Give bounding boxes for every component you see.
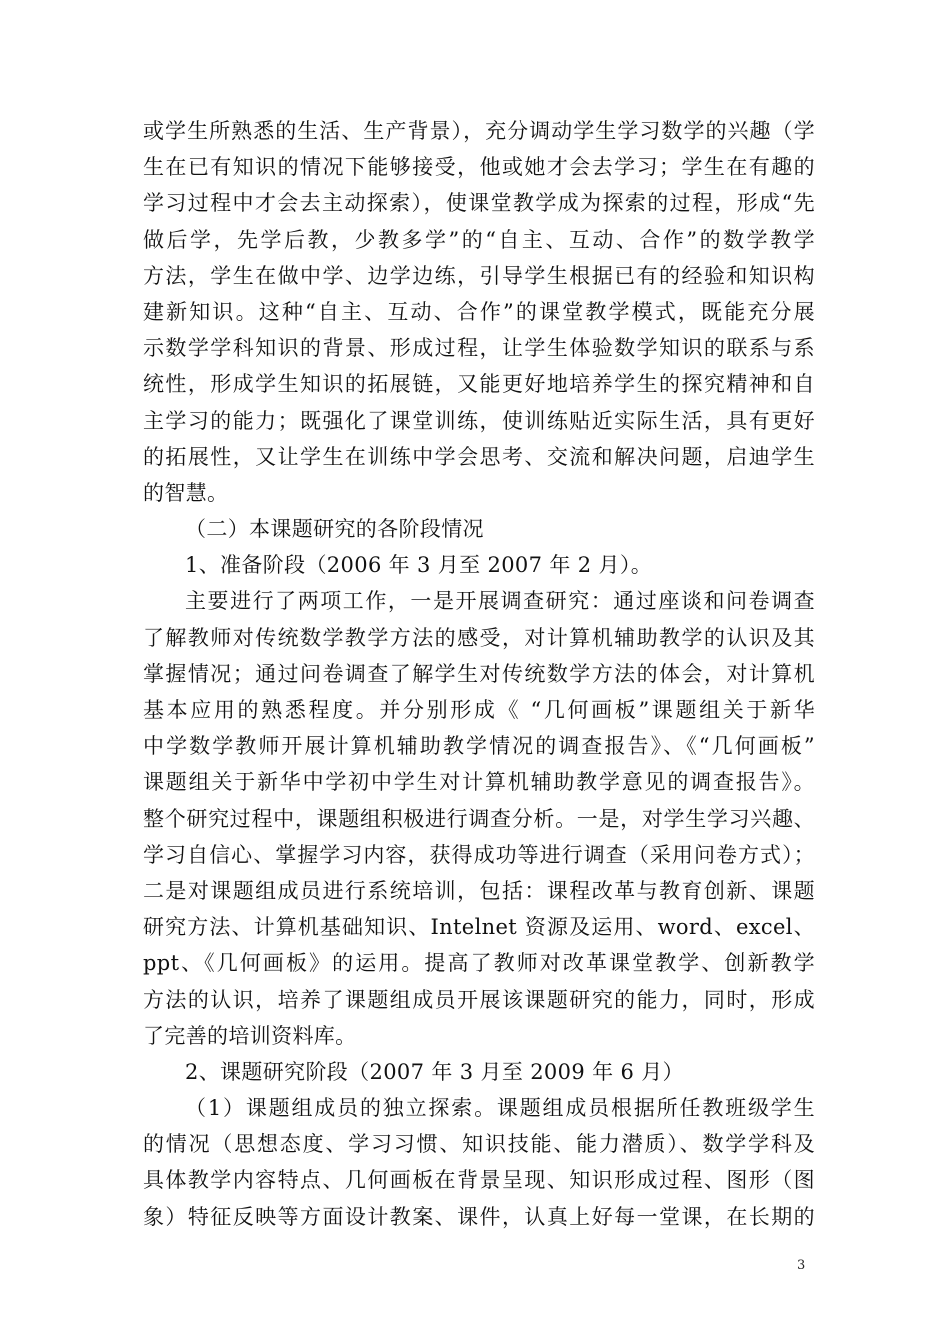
text-line: 中学数学教师开展计算机辅助教学情况的调查报告》、《“几何画板” bbox=[143, 734, 815, 759]
text-line: 的情况（思想态度、学习习惯、知识技能、能力潜质）、数学学科及 bbox=[143, 1132, 815, 1157]
text-line: 示数学学科知识的背景、形成过程，让学生体验数学知识的联系与系 bbox=[143, 336, 815, 361]
text-line: 课题组关于新华中学初中学生对计算机辅助教学意见的调查报告》。 bbox=[143, 770, 815, 795]
text-line: 掌握情况；通过问卷调查了解学生对传统数学方法的体会，对计算机 bbox=[143, 661, 815, 686]
text-line: 研究方法、计算机基础知识、Intelnet 资源及运用、word、excel、 bbox=[143, 915, 815, 940]
text-line: 生在已有知识的情况下能够接受，他或她才会去学习；学生在有趣的 bbox=[143, 155, 815, 180]
paragraph-first-line: （1）课题组成员的独立探索。课题组成员根据所任教班级学生 bbox=[185, 1096, 815, 1121]
body-text bbox=[143, 113, 815, 1235]
text-line: 的智慧。 bbox=[143, 480, 229, 505]
stage-heading: 2、课题研究阶段（2007 年 3 月至 2009 年 6 月） bbox=[185, 1059, 684, 1084]
text-line: 或学生所熟悉的生活、生产背景），充分调动学生学习数学的兴趣（学 bbox=[143, 119, 815, 143]
text-line: 基本应用的熟悉程度。并分别形成《 “几何画板”课题组关于新华 bbox=[143, 698, 815, 722]
text-line: 二是对课题组成员进行系统培训，包括：课程改革与教育创新、课题 bbox=[143, 878, 815, 903]
stage-heading: 1、准备阶段（2006 年 3 月至 2007 年 2 月）。 bbox=[185, 553, 653, 578]
text-line: 了解教师对传统数学教学方法的感受，对计算机辅助教学的认识及其 bbox=[143, 625, 815, 650]
text-line: 学习过程中才会去主动探索），使课堂教学成为探索的过程，形成“先 bbox=[143, 191, 815, 216]
text-line: 整个研究过程中，课题组积极进行调查分析。一是，对学生学习兴趣、 bbox=[143, 806, 815, 831]
text-line: 方法的认识，培养了课题组成员开展该课题研究的能力，同时，形成 bbox=[143, 987, 815, 1012]
text-line: ppt、《几何画板》的运用。提高了教师对改革课堂教学、创新教学 bbox=[143, 951, 815, 976]
text-line: 方法，学生在做中学、边学边练，引导学生根据已有的经验和知识构 bbox=[143, 263, 815, 288]
text-line: 统性，形成学生知识的拓展链，又能更好地培养学生的探究精神和自 bbox=[143, 372, 815, 397]
text-line: 具体教学内容特点、几何画板在背景呈现、知识形成过程、图形（图 bbox=[143, 1168, 815, 1193]
paragraph-first-line: 主要进行了两项工作，一是开展调查研究：通过座谈和问卷调查 bbox=[185, 589, 815, 614]
text-line: 学习自信心、掌握学习内容，获得成功等进行调查（采用问卷方式）； bbox=[143, 842, 815, 867]
section-heading: （二）本课题研究的各阶段情况 bbox=[185, 517, 484, 542]
text-line: 的拓展性，又让学生在训练中学会思考、交流和解决问题，启迪学生 bbox=[143, 444, 815, 469]
text-line: 主学习的能力；既强化了课堂训练，使训练贴近实际生活，具有更好 bbox=[143, 408, 815, 433]
text-line: 象）特征反映等方面设计教案、课件，认真上好每一堂课，在长期的 bbox=[143, 1204, 815, 1229]
page-number: 3 bbox=[797, 1258, 806, 1273]
text-line: 建新知识。这种“自主、互动、合作”的课堂教学模式，既能充分展 bbox=[143, 299, 815, 324]
text-line: 了完善的培训资料库。 bbox=[143, 1023, 357, 1048]
text-line: 做后学，先学后教，少教多学”的“自主、互动、合作”的数学教学 bbox=[143, 227, 815, 252]
